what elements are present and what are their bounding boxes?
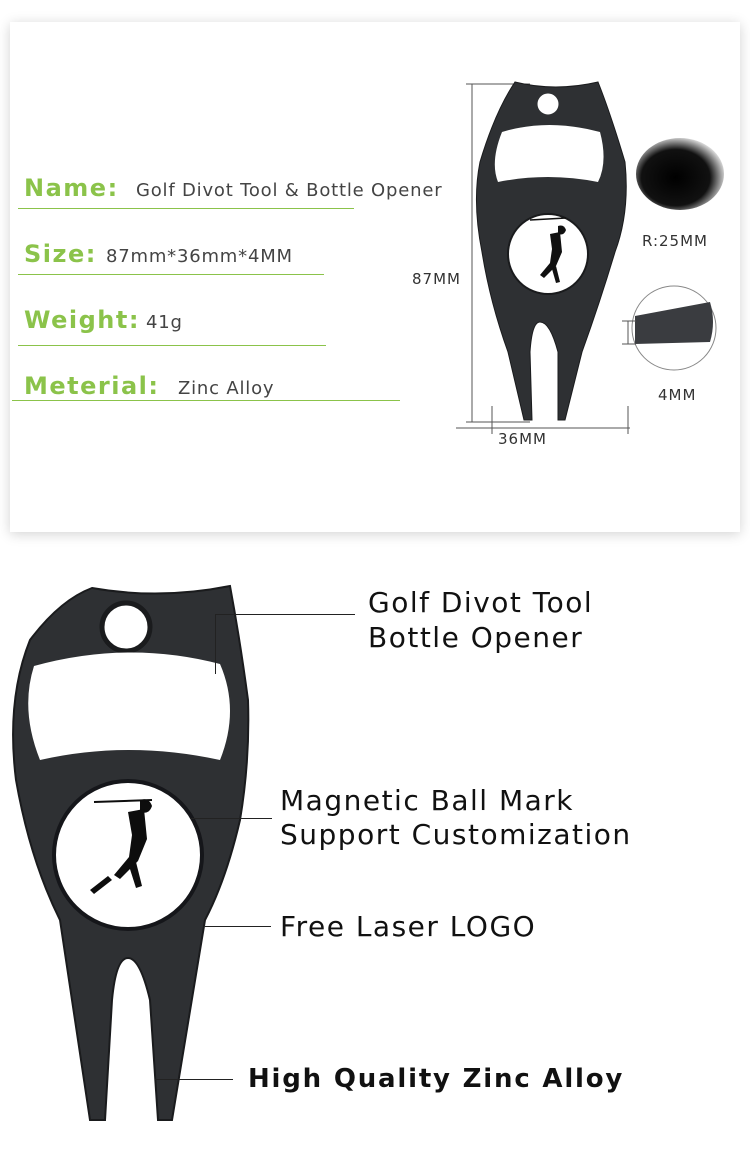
spec-material-label: Meterial:: [24, 372, 160, 400]
leader-logo: [205, 926, 271, 927]
leader-product-vertical: [215, 614, 216, 674]
callout-product-line2: Bottle Opener: [368, 621, 584, 654]
hang-hole-icon: [102, 603, 150, 651]
dim-radius-label: R:25MM: [642, 232, 708, 250]
spec-name-label: Name:: [24, 174, 119, 202]
callout-material: High Quality Zinc Alloy: [248, 1064, 625, 1094]
spec-size-value: 87mm*36mm*4MM: [106, 246, 293, 267]
callout-logo: Free Laser LOGO: [280, 910, 537, 943]
leader-material: [155, 1079, 233, 1080]
leader-marker: [190, 818, 272, 819]
spec-material-value: Zinc Alloy: [178, 378, 275, 399]
spec-name-value: Golf Divot Tool & Bottle Opener: [136, 180, 443, 201]
callout-marker-line1: Magnetic Ball Mark: [280, 784, 574, 817]
callout-product-line1: Golf Divot Tool: [368, 586, 594, 619]
ball-marker: [54, 781, 202, 929]
leader-product: [215, 614, 355, 615]
spec-weight-value: 41g: [146, 312, 183, 333]
callout-marker-line2: Support Customization: [280, 818, 632, 851]
dim-thickness-label: 4MM: [658, 386, 697, 404]
dim-height-label: 87MM: [412, 270, 461, 288]
spec-weight-label: Weight:: [24, 306, 140, 334]
bottle-opener-slot: [28, 652, 230, 760]
dim-width-label: 36MM: [498, 430, 547, 448]
spec-size-label: Size:: [24, 240, 97, 268]
